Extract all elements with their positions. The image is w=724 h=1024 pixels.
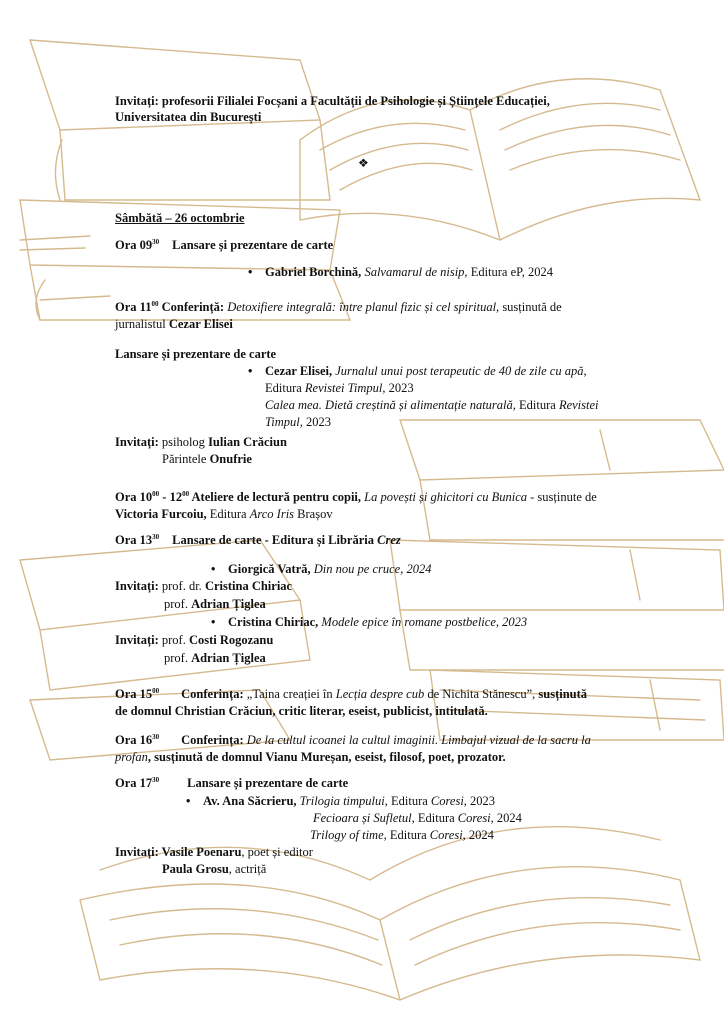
event2-speaker: jurnalistul Cezar Elisei: [115, 317, 233, 331]
event8-invited-2: Paula Grosu, actriță: [162, 862, 267, 876]
event3-heading: Lansare și prezentare de carte: [115, 347, 277, 361]
event1-book: • Gabriel Borchină, Salvamarul de nisip, Editura eP, 2024: [265, 264, 553, 281]
event5-invited1-b: prof. Adrian Țiglea: [164, 597, 266, 611]
event4-speaker: Victoria Furcoiu, Editura Arco Iris Brașov: [115, 507, 333, 521]
event5-book2: • Cristina Chiriac, Modele epice în romane postbelice, 2023: [228, 614, 527, 631]
event8-heading: Ora $17^{30}$ Lansare și prezentare de carte: [115, 776, 349, 790]
event5-invited1: Invitați: prof. dr. Cristina Chiriac: [115, 579, 293, 593]
event3-book1: • Cezar Elisei, Jurnalul unui post terapeutic de 40 de zile cu apă,: [265, 363, 587, 380]
event6-speaker: de domnul Christian Crăciun, critic literar, eseist, publicist, intitulată.: [115, 704, 488, 718]
event7-speaker: profan, susținută de domnul Vianu Mureșan, eseist, filosof, poet, prozator.: [115, 750, 506, 764]
day-heading: Sâmbătă – 26 octombrie: [115, 211, 245, 225]
event5-invited2-b: prof. Adrian Țiglea: [164, 651, 266, 665]
event4-workshop: Ora $10^{00} - 12^{00}$ Ateliere de lectură pentru copii, La povești și ghicitori cu Bunica - susținute de: [115, 490, 597, 504]
event5-heading: Ora $13^{30}$ Lansare de carte - Editura și Librăria Crez: [115, 533, 401, 547]
invited-faculty: Invitați: profesorii Filialei Focșani a Facultății de Psihologie și Științele Educației,: [115, 94, 550, 108]
event8-invited: Invitați: Vasile Poenaru, poet și editor: [115, 845, 313, 859]
invited-faculty-university: Universitatea din București: [115, 110, 262, 124]
event2-conference: Ora $11^{00}$ Conferință: Detoxifiere integrală: între planul fizic și cel spiritual, susținută de: [115, 300, 562, 314]
event8-book3: Trilogy of time, Editura Coresi, 2024: [310, 828, 494, 842]
event5-book1: • Giorgică Vatră, Din nou pe cruce, 2024: [228, 561, 431, 578]
separator-ornament: ❖: [358, 156, 369, 170]
event3-book2-publisher: Timpul, 2023: [265, 415, 331, 429]
event6-conference: Ora $15^{00}$ Conferința: „Taina creației în Lecția despre cub de Nichita Stănescu”, susținută: [115, 687, 588, 701]
event3-book2: Calea mea. Dietă creștină și alimentație naturală, Editura Revistei: [265, 398, 599, 412]
event8-book1: • Av. Ana Săcrieru, Trilogia timpului, Editura Coresi, 2023: [203, 793, 495, 810]
event1-heading: Ora $09^{30}$ Lansare și prezentare de carte: [115, 238, 334, 252]
event5-invited2: Invitați: prof. Costi Rogozanu: [115, 633, 274, 647]
event7-conference: Ora $16^{30}$ Conferința: De la cultul icoanei la cultul imaginii. Limbajul vizual de la sacru la: [115, 733, 591, 747]
event3-invited-2: Părintele Onufrie: [162, 452, 252, 466]
event3-book1-publisher: Editura Revistei Timpul, 2023: [265, 381, 414, 395]
event8-book2: Fecioara și Sufletul, Editura Coresi, 2024: [313, 811, 522, 825]
event3-invited: Invitați: psiholog Iulian Crăciun: [115, 435, 287, 449]
